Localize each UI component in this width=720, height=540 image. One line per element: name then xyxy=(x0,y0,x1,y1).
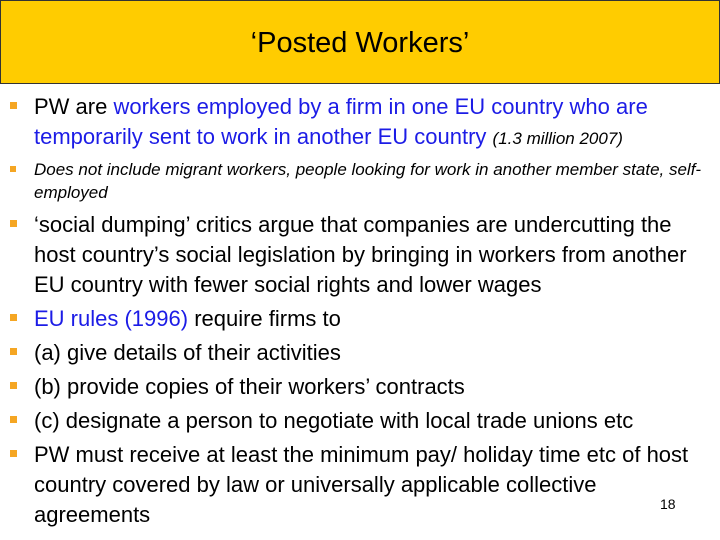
bullet-exclusions xyxy=(0,158,720,204)
bullet-marker-icon xyxy=(10,220,17,227)
eu-rules-highlight: EU rules (1996) xyxy=(34,306,189,331)
bullet-marker-icon xyxy=(10,348,17,355)
bullet-rule-b xyxy=(0,372,720,402)
page-number: 18 xyxy=(660,496,676,512)
slide-title: ‘Posted Workers’ xyxy=(250,26,470,59)
bullet-rule-a xyxy=(0,338,720,368)
bullet-marker-icon xyxy=(10,166,16,172)
bullet-posted-workers-definition xyxy=(0,92,720,154)
bullet-social-dumping xyxy=(0,210,720,300)
bullet-marker-icon xyxy=(10,382,17,389)
bullet-text: (c) designate a person to negotiate with local trade unions etc xyxy=(34,408,634,433)
statistic-note: (1.3 million 2007) xyxy=(492,129,623,148)
bullet-text: PW must receive at least the minimum pay/ holiday time etc of host country covered by law or universally applicable collective agreements xyxy=(34,442,689,527)
bullet-marker-icon xyxy=(10,102,17,109)
bullet-text: require firms to xyxy=(188,306,341,331)
title-bar xyxy=(0,0,720,84)
bullet-text: (a) give details of their activities xyxy=(34,340,341,365)
bullet-list xyxy=(0,92,720,530)
bullet-marker-icon xyxy=(10,314,17,321)
bullet-minimum-pay xyxy=(0,440,720,530)
bullet-text: ‘social dumping’ critics argue that companies are undercutting the host country’s social legislation by bringing in workers from another EU country with fewer social rights and lower wages xyxy=(34,212,687,297)
bullet-rule-c xyxy=(0,406,720,436)
bullet-marker-icon xyxy=(10,416,17,423)
bullet-text: (b) provide copies of their workers’ contracts xyxy=(34,374,465,399)
bullet-lead-text: PW are xyxy=(34,94,114,119)
bullet-eu-rules xyxy=(0,304,720,334)
bullet-text: Does not include migrant workers, people looking for work in another member state, self-employed xyxy=(34,160,702,202)
bullet-marker-icon xyxy=(10,450,17,457)
definition-highlight: workers employed by a firm in one EU country who are temporarily sent to work in another EU country xyxy=(34,94,648,149)
